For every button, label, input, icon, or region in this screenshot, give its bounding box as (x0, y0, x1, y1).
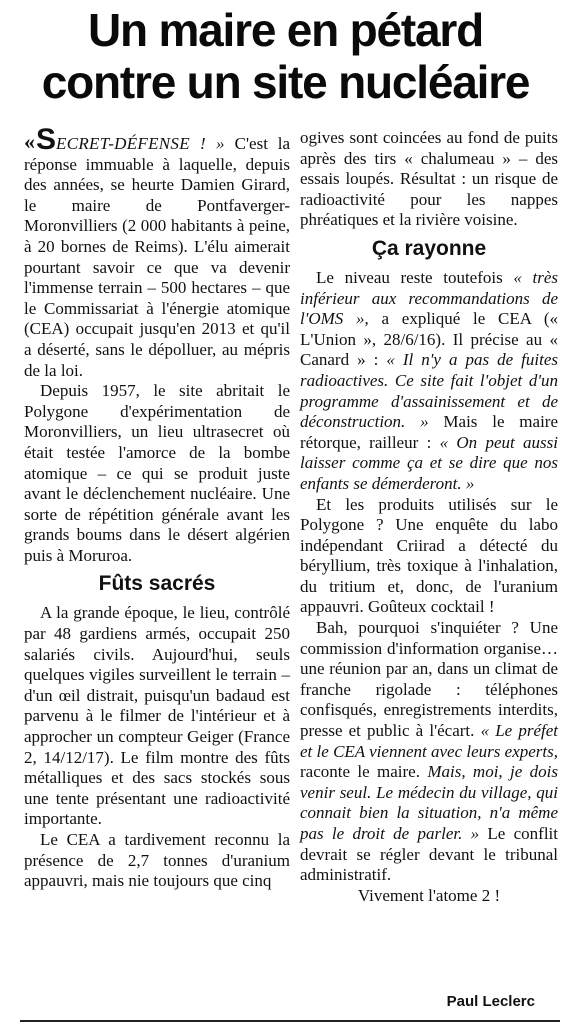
text-span: Bah, pourquoi s'inquiéter ? Une commission d'information organise… une réunion par an, dans un climat de franche rigolade : téléphones confisqués, enregistrements interdits, presse et public à l'écart. (300, 618, 558, 741)
paragraph-cea-uranium: Le CEA a tardivement reconnu la présence de 2,7 tonnes d'uranium appauvri, mais nie toujours que cinq (24, 830, 290, 891)
open-quote: « (24, 129, 35, 154)
paragraph-grande-epoque: A la grande époque, le lieu, contrôlé par 48 gardiens armés, occupait 250 salariés civils. Aujourd'hui, seuls quelques vigiles surveillent le terrain – d'un œil distrait, puisqu'un badaud est parvenu à le filmer de l'intérieur et à approcher un compteur Geiger (France 2, 14/12/17). Le film montre des fûts métalliques et des sacs stockés sous une tente présentant une radioactivité importante. (24, 603, 290, 829)
quote-span: « très inférieur aux recommandations de l'OMS » (300, 267, 559, 329)
right-column (300, 128, 558, 906)
paragraph-produits: Et les produits utilisés sur le Polygone ? Une enquête du labo indépendant Criirad a détecté du béryllium, très toxique à l'inhalation, du tritium et, donc, de l'uranium appauvri. Goûteux cocktail ! (300, 494, 558, 617)
headline-line-2: contre un site nucléaire (41, 56, 530, 108)
closing-line: Vivement l'atome 2 ! (357, 885, 501, 905)
text-span: Mais le maire rétorque, railleur : (300, 412, 559, 452)
paragraph-ogives: ogives sont coincées au fond de puits après des tirs « chalumeau » – des essais loupés. Résultat : un risque de radioactivité pour les nappes phréatiques et la rivière voisine. (300, 128, 558, 230)
drop-cap: S (36, 123, 57, 156)
lead-text: C'est la réponse immuable à laquelle, depuis des années, se heurte Damien Girard, le maire de Pontfaverger-Moronvilliers (2 000 habitants à peine, à 20 bornes de Reims). L'élu aimerait pourtant savoir ce que va devenir l'immense terrain – 500 hectares – que le Commissariat à l'énergie atomique (CEA) occupait jusqu'en 2013 et qu'il a déserté, sans le dépolluer, au mépris de la loi. (24, 134, 290, 380)
quote-span: « Le préfet et le CEA viennent avec leurs experts, (300, 721, 558, 761)
text-span: Le niveau reste toutefois (316, 267, 514, 287)
quote-span: « Il n'y a pas de fuites radioactives. Ce site fait l'objet d'un programme d'assainissement et de déconstruction. » (300, 350, 558, 432)
subhead-futs-sacres: Fûts sacrés (98, 572, 216, 596)
quote-span: Mais, moi, je dois venir seul. Le médecin du village, qui connait bien la situation, n'a même pas le droit de parler. » (300, 762, 558, 843)
headline-line-1: Un maire en pétard (87, 4, 484, 56)
paragraph-niveau (300, 268, 558, 495)
author-signature: Paul Leclerc (446, 993, 535, 1010)
subhead-ca-rayonne: Ça rayonne (371, 236, 487, 260)
text-span: raconte le maire. (300, 762, 428, 782)
text-span: Le conflit devrait se régler devant le tribunal administratif. (300, 824, 558, 885)
headline (0, 4, 571, 108)
lead-caps: ECRET-DÉFENSE ! » (56, 134, 225, 153)
quote-span: « On peut aussi laisser comme ça et se dire que nos enfants se démerderont. » (300, 432, 558, 493)
text-span: , a expliqué le CEA (« L'Union », 28/6/16). Il précise au « Canard » : (300, 309, 559, 370)
bottom-rule (20, 1020, 560, 1022)
paragraph-polygone: Depuis 1957, le site abritait le Polygone d'expérimentation de Moronvilliers, un lieu ultrasecret où était testée l'amorce de la bombe atomique – ce qui se produit juste avant le déclenchement nucléaire. Une sorte de répétition générale avant les grands boums dans le désert algérien puis à Moruroa. (24, 381, 290, 565)
left-column (24, 123, 290, 892)
lead-paragraph (24, 123, 290, 381)
paragraph-commission (300, 618, 558, 886)
